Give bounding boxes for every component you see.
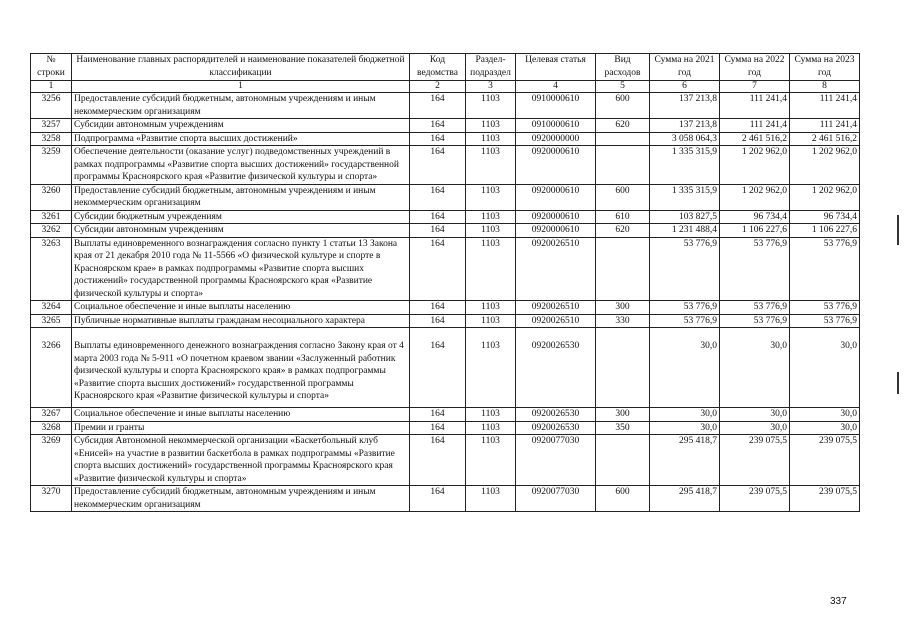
row-expense-type: 600	[596, 93, 650, 119]
row-expense-type	[596, 237, 650, 301]
row-expense-type: 330	[596, 314, 650, 328]
row-section: 1103	[466, 408, 516, 422]
row-section: 1103	[466, 486, 516, 512]
row-number: 3260	[31, 184, 72, 210]
row-dept-code: 164	[410, 408, 466, 422]
row-sum-2021: 3 058 064,3	[650, 132, 720, 146]
column-number: 2	[410, 81, 466, 93]
row-sum-2023: 53 776,9	[790, 314, 860, 328]
column-number-row	[31, 81, 860, 93]
row-expense-type	[596, 435, 650, 486]
row-sum-2022: 2 461 516,2	[720, 132, 790, 146]
row-sum-2022: 1 202 962,0	[720, 146, 790, 185]
row-sum-2023: 111 241,4	[790, 93, 860, 119]
row-dept-code: 164	[410, 314, 466, 328]
table-row	[31, 224, 860, 238]
row-sum-2022: 111 241,4	[720, 93, 790, 119]
row-target-item: 0920000610	[516, 224, 596, 238]
row-target-item: 0920026530	[516, 328, 596, 408]
table-row	[31, 301, 860, 315]
row-sum-2022: 239 075,5	[720, 486, 790, 512]
row-name: Подпрограмма «Развитие спорта высших достижений»	[72, 132, 410, 146]
row-expense-type: 300	[596, 408, 650, 422]
row-number: 3256	[31, 93, 72, 119]
row-sum-2021: 30,0	[650, 328, 720, 408]
row-sum-2022: 239 075,5	[720, 435, 790, 486]
column-number: 3	[466, 81, 516, 93]
row-number: 3268	[31, 421, 72, 435]
row-section: 1103	[466, 93, 516, 119]
row-sum-2021: 53 776,9	[650, 314, 720, 328]
row-target-item: 0920026530	[516, 421, 596, 435]
row-section: 1103	[466, 146, 516, 185]
row-expense-type: 620	[596, 224, 650, 238]
row-name: Публичные нормативные выплаты гражданам несоциального характера	[72, 314, 410, 328]
table-row	[31, 408, 860, 422]
row-sum-2022: 30,0	[720, 408, 790, 422]
row-expense-type: 300	[596, 301, 650, 315]
row-name: Выплаты единовременного вознаграждения согласно пункту 1 статьи 13 Закона края от 21 декабря 2010 года № 11-5566 «О физической культуре и спорте в Красноярском крае» в рамках подпрограммы «Развитие спорта высших достижений» государственной программы Красноярского края «Развитие физической культуры и спорта»	[72, 237, 410, 301]
row-section: 1103	[466, 119, 516, 133]
row-sum-2023: 30,0	[790, 408, 860, 422]
row-target-item: 0920026510	[516, 314, 596, 328]
row-name: Субсидии автономным учреждениям	[72, 119, 410, 133]
row-sum-2021: 103 827,5	[650, 210, 720, 224]
row-name: Предоставление субсидий бюджетным, автономным учреждениям и иным некоммерческим организациям	[72, 93, 410, 119]
header-sum-2021: Сумма на 2021 год	[650, 54, 720, 81]
row-sum-2023: 96 734,4	[790, 210, 860, 224]
table-row	[31, 421, 860, 435]
header-name: Наименование главных распорядителей и наименование показателей бюджетной классификации	[72, 54, 410, 81]
row-target-item: 0920000610	[516, 210, 596, 224]
row-expense-type	[596, 146, 650, 185]
row-dept-code: 164	[410, 184, 466, 210]
page-number: 337	[830, 596, 847, 607]
row-sum-2022: 96 734,4	[720, 210, 790, 224]
row-sum-2021: 1 231 488,4	[650, 224, 720, 238]
row-sum-2023: 239 075,5	[790, 486, 860, 512]
row-target-item: 0920077030	[516, 435, 596, 486]
header-target-item: Целевая статья	[516, 54, 596, 81]
row-target-item: 0910000610	[516, 119, 596, 133]
row-expense-type: 600	[596, 486, 650, 512]
row-sum-2021: 53 776,9	[650, 301, 720, 315]
row-dept-code: 164	[410, 237, 466, 301]
row-expense-type: 600	[596, 184, 650, 210]
row-dept-code: 164	[410, 301, 466, 315]
row-sum-2021: 1 335 315,9	[650, 146, 720, 185]
scan-edge-mark	[897, 215, 899, 245]
row-sum-2021: 137 213,8	[650, 93, 720, 119]
column-number: 6	[650, 81, 720, 93]
row-expense-type: 610	[596, 210, 650, 224]
header-section: Раздел- подраздел	[466, 54, 516, 81]
row-sum-2023: 239 075,5	[790, 435, 860, 486]
row-expense-type: 350	[596, 421, 650, 435]
row-target-item: 0920000610	[516, 146, 596, 185]
row-dept-code: 164	[410, 210, 466, 224]
scan-edge-mark	[897, 372, 899, 394]
row-number: 3262	[31, 224, 72, 238]
row-sum-2023: 30,0	[790, 328, 860, 408]
row-number: 3265	[31, 314, 72, 328]
row-expense-type: 620	[596, 119, 650, 133]
row-sum-2021: 1 335 315,9	[650, 184, 720, 210]
row-dept-code: 164	[410, 421, 466, 435]
row-sum-2022: 30,0	[720, 421, 790, 435]
row-name: Обеспечение деятельности (оказание услуг) подведомственных учреждений в рамках подпрограммы «Развитие спорта высших достижений» государственной программы Красноярского края «Развитие физической культуры и спорта»	[72, 146, 410, 185]
header-sum-2022: Сумма на 2022 год	[720, 54, 790, 81]
column-number: 4	[516, 81, 596, 93]
table-row	[31, 93, 860, 119]
row-sum-2022: 53 776,9	[720, 301, 790, 315]
row-section: 1103	[466, 184, 516, 210]
column-number: 8	[790, 81, 860, 93]
row-sum-2021: 295 418,7	[650, 486, 720, 512]
row-section: 1103	[466, 435, 516, 486]
row-sum-2021: 295 418,7	[650, 435, 720, 486]
column-number: 1	[31, 81, 72, 93]
table-row	[31, 210, 860, 224]
header-sum-2023: Сумма на 2023 год	[790, 54, 860, 81]
row-sum-2021: 30,0	[650, 421, 720, 435]
row-name: Предоставление субсидий бюджетным, автономным учреждениям и иным некоммерческим организациям	[72, 486, 410, 512]
table-row	[31, 237, 860, 301]
table-row	[31, 435, 860, 486]
row-dept-code: 164	[410, 328, 466, 408]
table-row	[31, 328, 860, 408]
row-number: 3266	[31, 328, 72, 408]
row-name: Субсидии бюджетным учреждениям	[72, 210, 410, 224]
row-name: Социальное обеспечение и иные выплаты населению	[72, 301, 410, 315]
row-number: 3258	[31, 132, 72, 146]
row-section: 1103	[466, 314, 516, 328]
row-target-item: 0920026510	[516, 237, 596, 301]
row-name: Субсидия Автономной некоммерческой организации «Баскетбольный клуб «Енисей» на участие в развитии баскетбола в рамках подпрограммы «Развитие спорта высших достижений» государственной программы Красноярского края «Развитие физической культуры и спорта»	[72, 435, 410, 486]
row-target-item: 0920026530	[516, 408, 596, 422]
row-sum-2023: 53 776,9	[790, 237, 860, 301]
row-section: 1103	[466, 132, 516, 146]
row-dept-code: 164	[410, 146, 466, 185]
row-section: 1103	[466, 210, 516, 224]
header-row-number: № строки	[31, 54, 72, 81]
row-sum-2023: 1 202 962,0	[790, 184, 860, 210]
row-dept-code: 164	[410, 435, 466, 486]
row-number: 3264	[31, 301, 72, 315]
row-target-item: 0920026510	[516, 301, 596, 315]
column-number: 1	[72, 81, 410, 93]
row-sum-2023: 1 202 962,0	[790, 146, 860, 185]
row-dept-code: 164	[410, 93, 466, 119]
row-target-item: 0920077030	[516, 486, 596, 512]
row-sum-2021: 30,0	[650, 408, 720, 422]
row-number: 3270	[31, 486, 72, 512]
table-row	[31, 486, 860, 512]
table-row	[31, 184, 860, 210]
table-row	[31, 146, 860, 185]
column-number: 5	[596, 81, 650, 93]
row-dept-code: 164	[410, 132, 466, 146]
row-target-item: 0920000000	[516, 132, 596, 146]
row-section: 1103	[466, 421, 516, 435]
budget-table	[30, 53, 860, 512]
row-section: 1103	[466, 328, 516, 408]
row-sum-2022: 53 776,9	[720, 314, 790, 328]
table-row	[31, 132, 860, 146]
row-name: Субсидии автономным учреждениям	[72, 224, 410, 238]
row-number: 3261	[31, 210, 72, 224]
row-name: Выплаты единовременного денежного вознаграждения согласно Закону края от 4 марта 2003 года № 5-911 «О почетном краевом звании «Заслуженный работник физической культуры и спорта Красноярского края» в рамках подпрограммы «Развитие спорта высших достижений» государственной программы Красноярского края «Развитие физической культуры и спорта»	[72, 328, 410, 408]
row-number: 3263	[31, 237, 72, 301]
row-sum-2022: 30,0	[720, 328, 790, 408]
row-expense-type	[596, 328, 650, 408]
row-section: 1103	[466, 224, 516, 238]
row-number: 3269	[31, 435, 72, 486]
row-name: Предоставление субсидий бюджетным, автономным учреждениям и иным некоммерческим организациям	[72, 184, 410, 210]
row-dept-code: 164	[410, 224, 466, 238]
row-name: Премии и гранты	[72, 421, 410, 435]
row-sum-2022: 1 106 227,6	[720, 224, 790, 238]
row-sum-2023: 1 106 227,6	[790, 224, 860, 238]
row-number: 3257	[31, 119, 72, 133]
row-expense-type	[596, 132, 650, 146]
row-sum-2022: 1 202 962,0	[720, 184, 790, 210]
row-sum-2022: 111 241,4	[720, 119, 790, 133]
row-sum-2021: 137 213,8	[650, 119, 720, 133]
header-dept-code: Код ведомства	[410, 54, 466, 81]
table-row	[31, 314, 860, 328]
row-sum-2023: 30,0	[790, 421, 860, 435]
row-sum-2023: 2 461 516,2	[790, 132, 860, 146]
header-expense-type: Вид расходов	[596, 54, 650, 81]
row-dept-code: 164	[410, 119, 466, 133]
row-section: 1103	[466, 301, 516, 315]
row-name: Социальное обеспечение и иные выплаты населению	[72, 408, 410, 422]
row-target-item: 0920000610	[516, 184, 596, 210]
row-sum-2023: 111 241,4	[790, 119, 860, 133]
table-row	[31, 119, 860, 133]
row-number: 3267	[31, 408, 72, 422]
row-number: 3259	[31, 146, 72, 185]
row-dept-code: 164	[410, 486, 466, 512]
row-sum-2021: 53 776,9	[650, 237, 720, 301]
row-sum-2023: 53 776,9	[790, 301, 860, 315]
row-sum-2022: 53 776,9	[720, 237, 790, 301]
row-section: 1103	[466, 237, 516, 301]
row-target-item: 0910000610	[516, 93, 596, 119]
header-row	[31, 54, 860, 81]
column-number: 7	[720, 81, 790, 93]
